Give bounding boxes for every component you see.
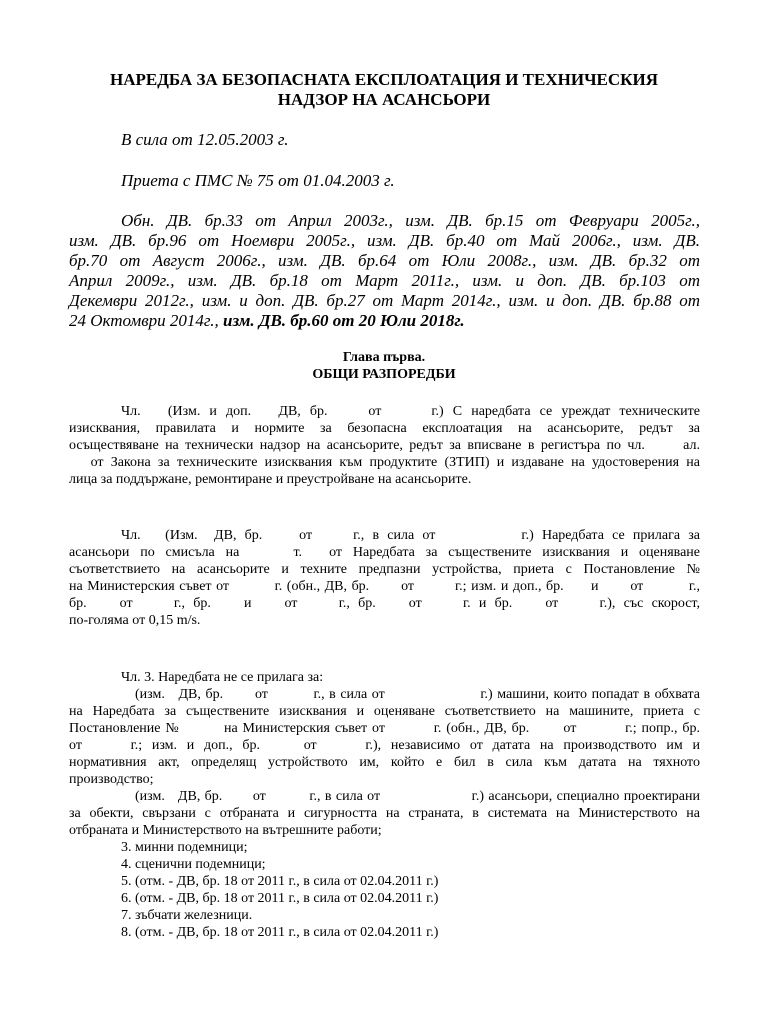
adoption-info: Приета с ПМС № 75 от 01.04.2003 г. [121, 171, 395, 190]
in-force-date: В сила от 12.05.2003 г. [121, 130, 289, 149]
list-item: 4. сценични подемници; [121, 857, 266, 872]
publication-history [69, 211, 700, 331]
article-2-line: асансьори по смисъла на т. от Наредбата за съществените изисквания и оценяване [69, 545, 700, 560]
title-line-1: НАРЕДБА ЗА БЕЗОПАСНАТА ЕКСПЛОАТАЦИЯ И ТЕХНИЧЕСКИЯ [109, 70, 658, 89]
article-3-line: от г.; изм. и доп., бр. от г.), независимо от датата на производството им и [69, 738, 700, 753]
list-item: 7. зъбчати железници. [121, 908, 253, 923]
article-1 [69, 403, 700, 488]
publication-line: Декември 2012г., изм. и доп. ДВ. бр.27 от Март 2014г., изм. и доп. ДВ. бр.88 от [69, 291, 700, 310]
article-3-line: производство; [69, 772, 154, 787]
publication-line: Обн. ДВ. бр.33 от Април 2003г., изм. ДВ. бр.15 от Февруари 2005г., [121, 211, 700, 230]
article-2-line: Чл. (Изм. ДВ, бр. от г., в сила от г.) Наредбата се прилага за [121, 528, 700, 543]
chapter-label: Глава първа. [342, 350, 426, 365]
list-item: 5. (отм. - ДВ, бр. 18 от 2011 г., в сила от 02.04.2011 г.) [121, 874, 439, 889]
document-title [60, 70, 708, 110]
article-3-line: за обекти, свързани с отбраната и сигурността на страната, в системата на Министерството на [69, 806, 700, 821]
list-item: 6. (отм. - ДВ, бр. 18 от 2011 г., в сила от 02.04.2011 г.) [121, 891, 439, 906]
article-2-line: бр. от г., бр. и от г., бр. от г. и бр. от г.), със скорост, [69, 596, 700, 611]
article-2-line: съответствието на асансьорите и техните предпазни устройства, приета с Постановление № [69, 562, 700, 577]
article-3 [69, 669, 700, 839]
publication-line: Април 2009г., изм. ДВ. бр.18 от Март 2011г., изм. и доп. ДВ. бр.103 от [69, 271, 700, 290]
article-1-line: Чл. (Изм. и доп. ДВ, бр. от г.) С наредбата се уреждат техническите [121, 404, 700, 419]
publication-line: бр.70 от Август 2006г., изм. ДВ. бр.64 от Юли 2008г., изм. ДВ. бр.32 от [69, 251, 700, 270]
article-3-line: нормативния акт, определящ устройството им, който е бил в сила към датата на тяхното [69, 755, 700, 770]
article-3-line: отбраната и Министерството на вътрешните работи; [69, 823, 382, 838]
article-1-line: изисквания, правилата и нормите за безопасна експлоатация на асансьорите, редът за [69, 421, 700, 436]
list-item: 3. минни подемници; [121, 840, 248, 855]
article-3-line: (изм. ДВ, бр. от г., в сила от г.) машини, които попадат в обхвата [135, 687, 700, 702]
article-1-line: от Закона за техническите изисквания към продуктите (ЗТИП) и издаване на удостоверения на [69, 455, 700, 470]
article-1-line: лица за поддържане, ремонтиране и преустройване на асансьорите. [69, 472, 472, 487]
list-item: 8. (отм. - ДВ, бр. 18 от 2011 г., в сила от 02.04.2011 г.) [121, 925, 439, 940]
article-2-line: по-голяма от 0,15 m/s. [69, 613, 201, 628]
article-3-line: (изм. ДВ, бр. от г., в сила от г.) асансьори, специално проектирани [135, 789, 700, 804]
article-2 [69, 527, 700, 629]
chapter-name: ОБЩИ РАЗПОРЕДБИ [312, 367, 456, 382]
article-2-line: на Министерския съвет от г. (обн., ДВ, бр. от г.; изм. и доп., бр. и от г., [69, 579, 700, 594]
article-3-line: на Наредбата за съществените изисквания и оценяване съответствието на машините, приета с [69, 704, 700, 719]
publication-line-last [69, 311, 700, 331]
title-line-2: НАДЗОР НА АСАНСЬОРИ [277, 90, 491, 109]
publication-last-plain: 24 Октомври 2014г., [69, 311, 224, 330]
article-3-line: Постановление № на Министерския съвет от г. (обн., ДВ, бр. от г.; попр., бр. [69, 721, 700, 736]
chapter-heading [60, 349, 708, 383]
publication-line: изм. ДВ. бр.96 от Ноември 2005г., изм. ДВ. бр.40 от Май 2006г., изм. ДВ. [69, 231, 700, 250]
publication-last-amendment: изм. ДВ. бр.60 от 20 Юли 2018г. [223, 311, 465, 330]
article-3-items [121, 839, 438, 941]
article-1-line: осъществяване на технически надзор на асансьорите, редът за вписване в регистъра по чл. ал. [69, 438, 700, 453]
article-3-heading: Чл. 3. Наредбата не се прилага за: [121, 670, 324, 685]
